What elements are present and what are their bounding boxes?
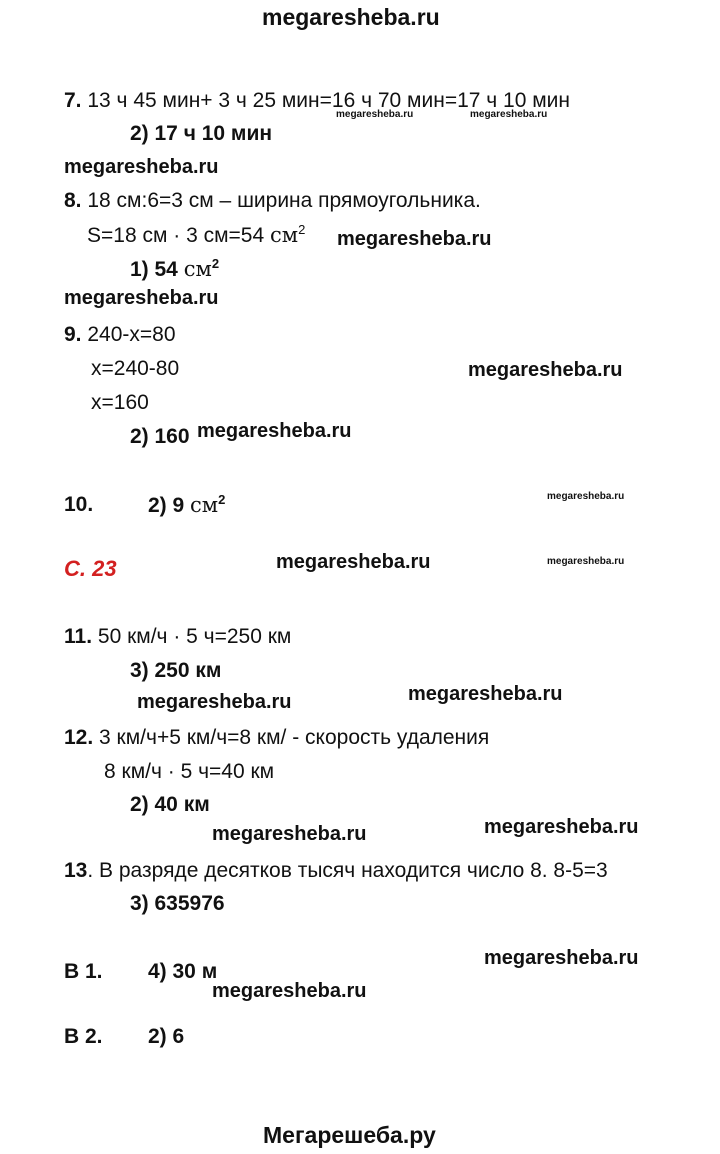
task-line: 13 ч 45 мин+ 3 ч 25 мин=16 ч 70 мин=17 ч 10 мин	[87, 89, 571, 112]
task-line: 3 км/ч+5 км/ч=8 км/ - скорость удаления	[99, 726, 490, 749]
unit-cm: см	[183, 257, 212, 281]
task-answer: 4) 30 м	[148, 960, 218, 983]
watermark: megaresheba.ru	[212, 823, 367, 845]
task-11	[64, 624, 291, 650]
unit-cm: см	[190, 493, 219, 517]
watermark: megaresheba.ru	[212, 980, 367, 1002]
watermark: megaresheba.ru	[484, 816, 639, 838]
task-answer: 2) 6	[148, 1025, 185, 1048]
task-12	[64, 725, 489, 751]
task-line: 18 см:6=3 см – ширина прямоугольника.	[87, 189, 481, 212]
task-number: В 2.	[64, 1025, 103, 1048]
task-line: . В разряде десятков тысяч находится число 8. 8-5=3	[87, 859, 608, 882]
task-number: 9.	[64, 323, 82, 346]
watermark-small: megaresheba.ru	[470, 109, 548, 120]
task-line: х=160	[91, 391, 149, 414]
task-line: 50 км/ч · 5 ч=250 км	[97, 625, 292, 648]
watermark: megaresheba.ru	[484, 947, 639, 969]
task-line: х=240-80	[91, 357, 180, 380]
watermark-small: megaresheba.ru	[547, 556, 625, 567]
task-number: 11.	[64, 625, 93, 648]
task-number: 7.	[64, 89, 82, 112]
task-answer: 3) 635976	[130, 892, 225, 915]
footer-watermark: Мегарешеба.ру	[263, 1122, 436, 1148]
task-answer: 3) 250 км	[130, 659, 222, 682]
watermark: megaresheba.ru	[137, 691, 292, 713]
task-answer: 2) 40 км	[130, 793, 210, 816]
watermark: megaresheba.ru	[337, 228, 492, 250]
task-13	[64, 858, 608, 884]
task-line: S=18 см · 3 см=54 $см^2$	[87, 222, 306, 247]
task-number: 8.	[64, 189, 82, 212]
task-answer: 1) 54 $см^2$	[130, 256, 220, 281]
task-8	[64, 188, 481, 214]
watermark: megaresheba.ru	[468, 359, 623, 381]
task-answer: 2) 17 ч 10 мин	[130, 122, 273, 145]
header-watermark: megaresheba.ru	[262, 4, 440, 30]
watermark: megaresheba.ru	[276, 551, 431, 573]
task-line: 8 км/ч · 5 ч=40 км	[104, 760, 275, 783]
watermark: megaresheba.ru	[64, 287, 219, 309]
task-number: 13	[64, 859, 88, 882]
watermark-small: megaresheba.ru	[547, 491, 625, 502]
task-9	[64, 322, 176, 348]
unit-square: 2	[218, 492, 226, 507]
unit-square: 2	[211, 256, 220, 271]
watermark: megaresheba.ru	[408, 683, 563, 705]
watermark: megaresheba.ru	[197, 420, 352, 442]
task-answer: 2) 160	[130, 425, 190, 448]
page-marker: С. 23	[64, 556, 117, 581]
unit-square: 2	[298, 222, 306, 237]
task-number: 10.	[64, 493, 94, 516]
task-line: 240-х=80	[87, 323, 176, 346]
watermark: megaresheba.ru	[64, 156, 219, 178]
task-number: 12.	[64, 726, 94, 749]
task-answer: 2) 9 $см^2$	[148, 492, 226, 517]
task-number: В 1.	[64, 960, 103, 983]
unit-cm: см	[269, 223, 299, 247]
watermark-small: megaresheba.ru	[336, 109, 414, 120]
